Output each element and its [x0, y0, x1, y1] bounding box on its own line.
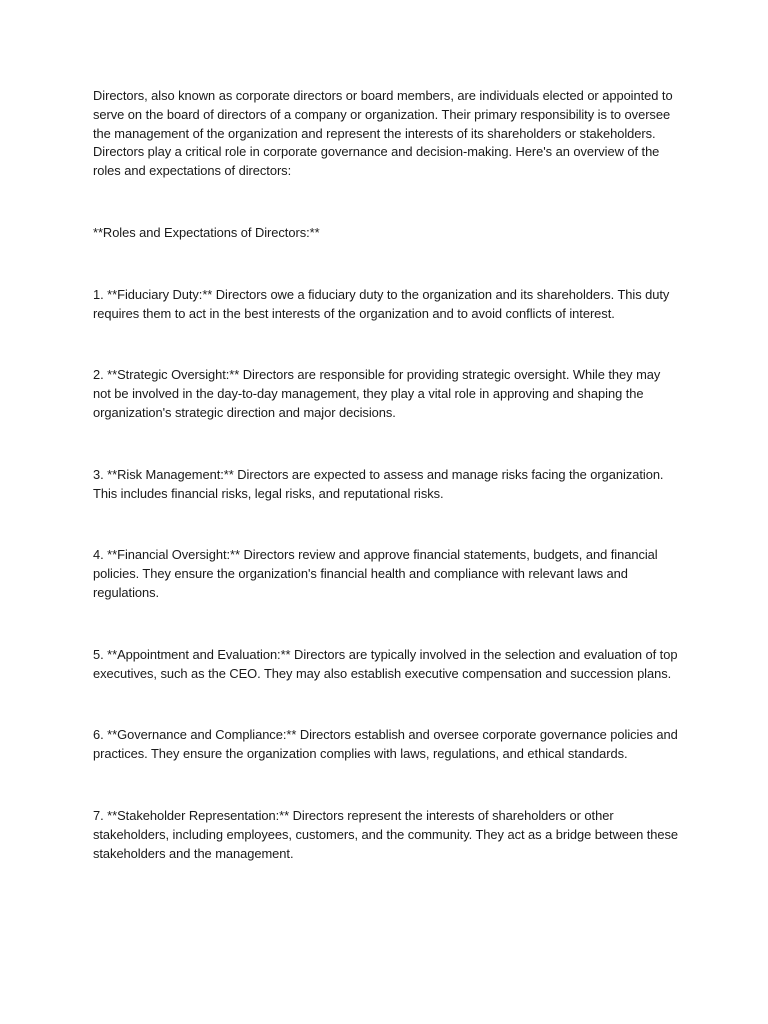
list-item-strategic-oversight: 2. **Strategic Oversight:** Directors are responsible for providing strategic oversight. While they may not be involved in the day-to-day management, they play a vital role in approving and shaping the organization's strategic direction and major decisions.: [93, 367, 661, 420]
list-item-stakeholder-representation: 7. **Stakeholder Representation:** Directors represent the interests of shareholders or other stakeholders, including employees, customers, and the community. They act as a bridge between these stakeholders and the management.: [93, 807, 678, 861]
intro-paragraph: Directors, also known as corporate directors or board members, are individuals elected or appointed to serve on the board of directors of a company or organization. Their primary responsibility is to oversee the management of the organization and represent the interests of its shareholders or stakeholders. Directors play a critical role in corporate governance and decision-making. Here's an overview of the roles and expectations of directors:: [93, 88, 673, 179]
document-body: [93, 87, 678, 863]
list-item-appointment-evaluation: 5. **Appointment and Evaluation:** Directors are typically involved in the selection and evaluation of top executives, such as the CEO. They may also establish executive compensation and succession plans.: [93, 646, 678, 681]
list-item-governance-compliance: 6. **Governance and Compliance:** Directors establish and oversee corporate governance policies and practices. They ensure the organization complies with laws, regulations, and ethical standards.: [93, 727, 678, 762]
list-item-fiduciary-duty: 1. **Fiduciary Duty:** Directors owe a fiduciary duty to the organization and its shareholders. This duty requires them to act in the best interests of the organization and to avoid conflicts of interest.: [93, 286, 670, 321]
list-item-financial-oversight: 4. **Financial Oversight:** Directors review and approve financial statements, budgets, and financial policies. They ensure the organization's financial health and compliance with relevant laws and regulations.: [93, 547, 658, 600]
list-item-risk-management: 3. **Risk Management:** Directors are expected to assess and manage risks facing the organization. This includes financial risks, legal risks, and reputational risks.: [93, 466, 664, 501]
section-heading: **Roles and Expectations of Directors:**: [93, 224, 320, 240]
